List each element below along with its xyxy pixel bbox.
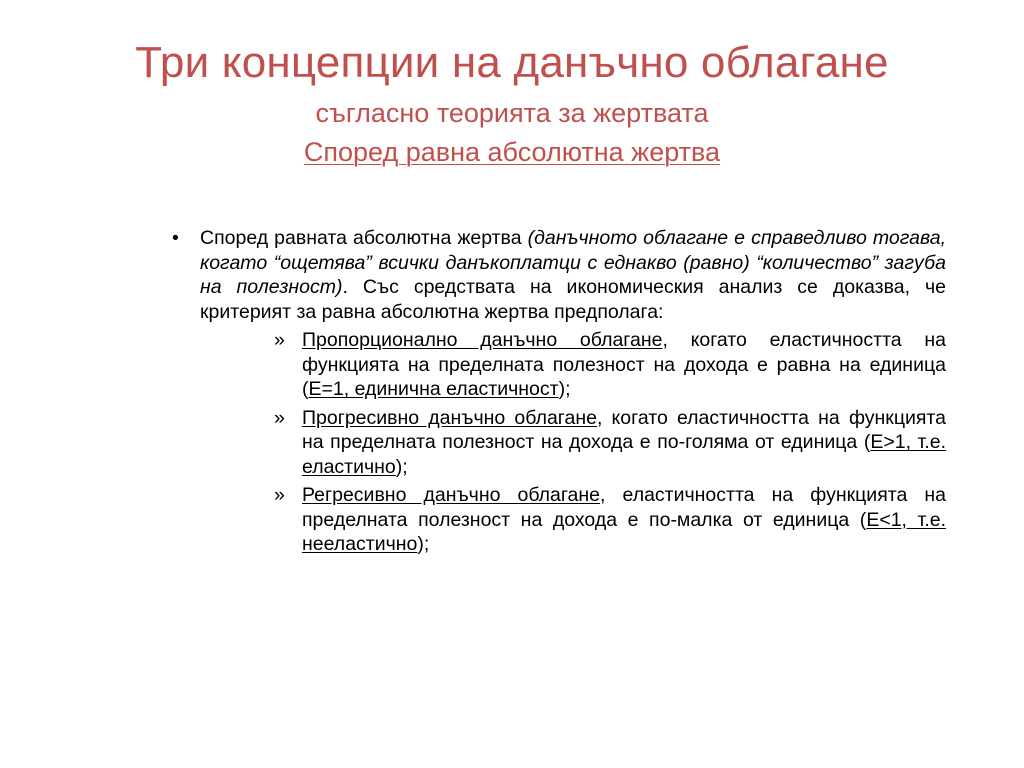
sub-item-term: Пропорционално данъчно облагане (302, 329, 663, 351)
sub-item-condition: E>1, т.е. еластично (302, 431, 947, 478)
sub-item-condition: E=1, единична еластичност (308, 378, 559, 400)
sub-item-progressive (266, 406, 946, 480)
sub-item-regressive (266, 483, 946, 557)
title-block (40, 36, 984, 169)
slide-subtitle-underlined-text: Според равна абсолютна жертва (303, 137, 721, 167)
main-bullet-lead: Според равната абсолютна жертва (200, 227, 528, 249)
sub-item-condition: E<1, т.е. нееластично (302, 508, 946, 555)
sub-list (266, 328, 946, 557)
main-bullet (166, 226, 946, 324)
sub-item-end: ); (395, 455, 408, 478)
sub-item-text: , когато еластичността на функцията на пределната полезност на дохода е по-голяма от единица ( (302, 406, 946, 453)
sub-item-text: , когато еластичността на функцията на пределната полезност на дохода е равна на единица ( (302, 329, 946, 400)
chevron-right-icon: » (274, 406, 285, 429)
slide-subtitle-underlined (40, 135, 984, 169)
main-bullet-italic: (данъчното облагане е справедливо тогава, когато “ощетява” всички данъкоплатци с еднакво (равно) “количество” загуба на полезност) (200, 227, 946, 298)
slide-subtitle: съгласно теорията за жертвата (315, 98, 709, 128)
sub-item-proportional (266, 328, 946, 402)
sub-item-term: Регресивно данъчно облагане (302, 484, 601, 506)
sub-item-end: ); (558, 378, 571, 400)
sub-item-term: Прогресивно данъчно облагане (302, 406, 597, 429)
chevron-right-icon: » (274, 484, 285, 506)
sub-item-end: ); (417, 533, 430, 555)
slide-body (166, 226, 946, 561)
bullet-dot-icon: • (172, 227, 179, 249)
main-bullet-rest: . Със средствата на икономическия анализ се доказва, че критерият за равна абсолютна жертва предполага: (200, 276, 946, 323)
slide-title: Три концепции на данъчно облагане (135, 38, 889, 87)
chevron-right-icon: » (274, 329, 285, 351)
sub-item-text: , еластичността на функцията на пределната полезност на дохода е по-малка от единица ( (302, 484, 946, 531)
